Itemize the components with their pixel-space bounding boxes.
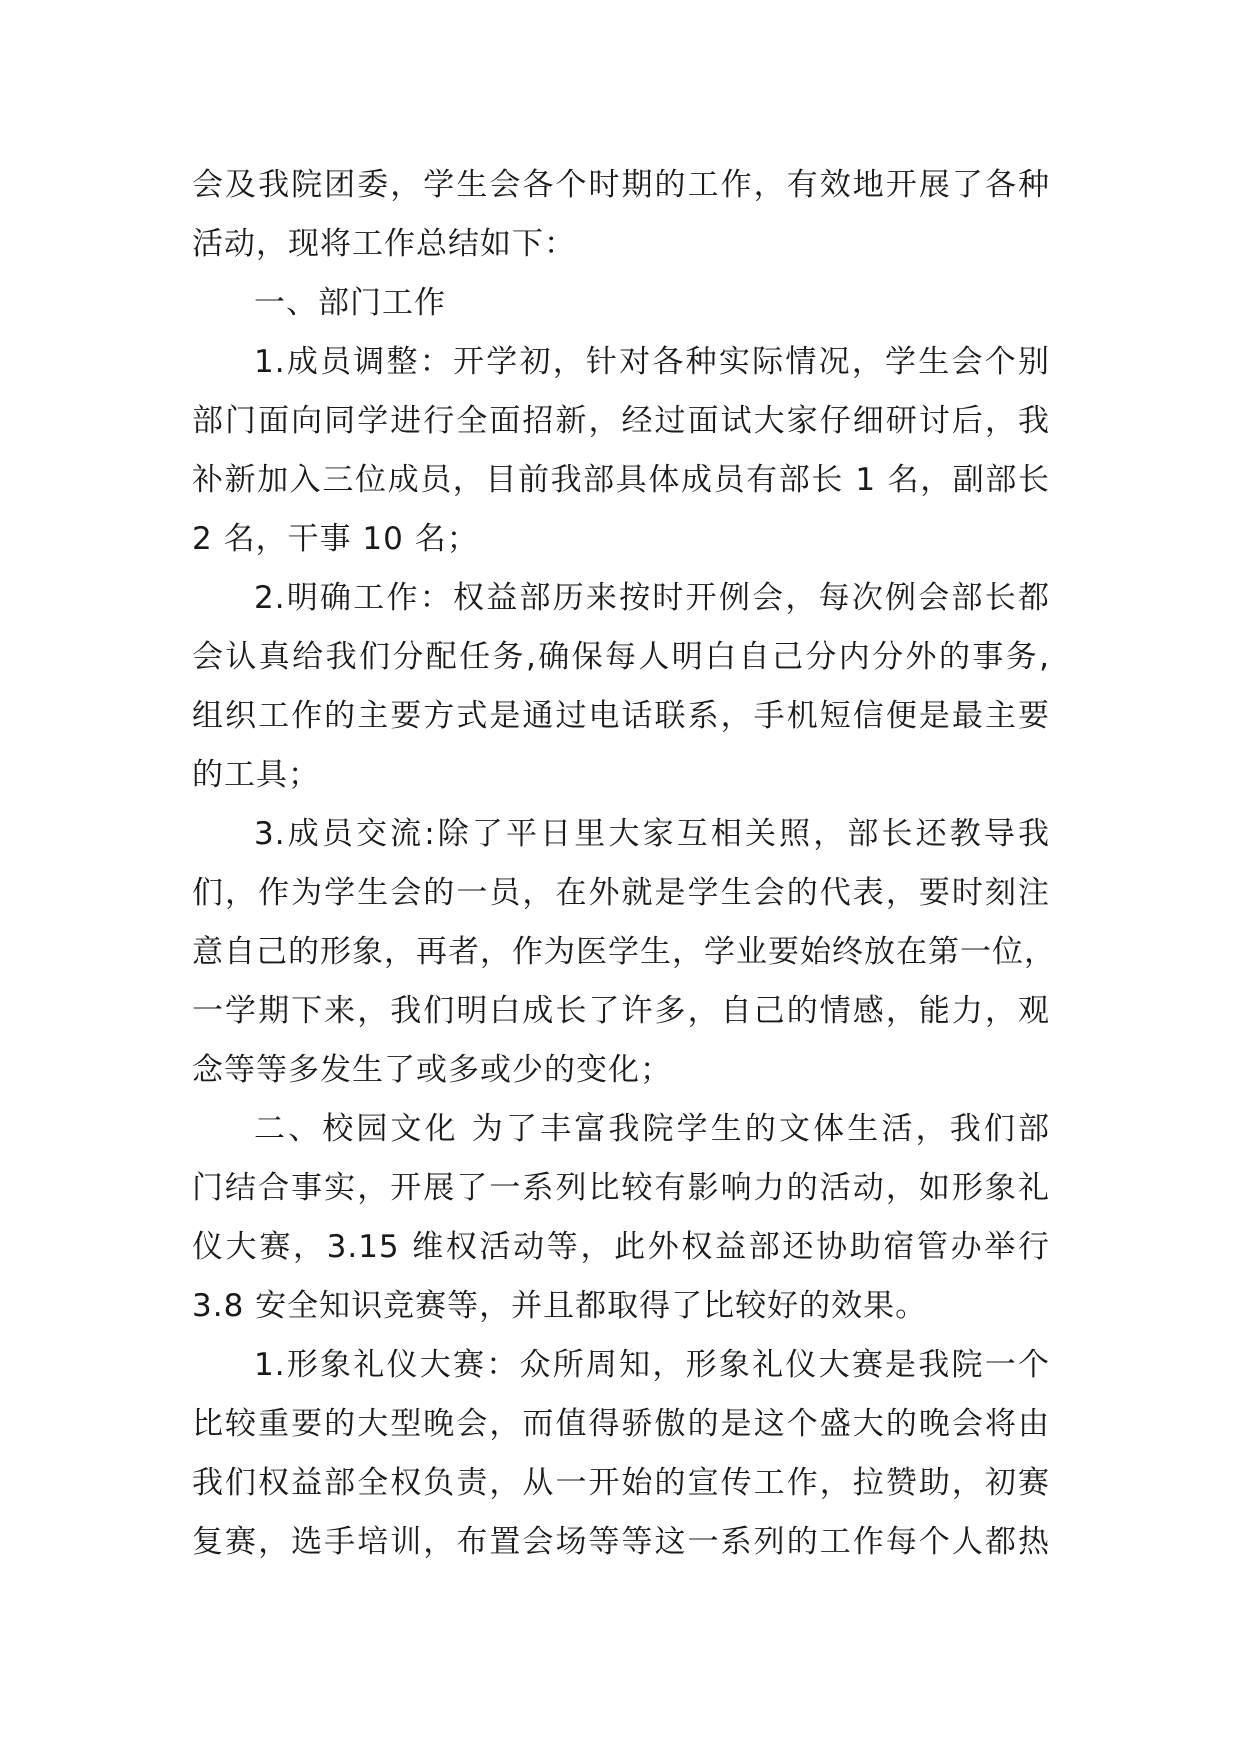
- body-line: 念等等多发生了或多或少的变化；: [192, 1052, 672, 1088]
- body-line: 比较重要的大型晚会，而值得骄傲的是这个盛大的晚会将由: [192, 1406, 1050, 1442]
- body-line: 3.成员交流:除了平日里大家互相关照，部长还教导我: [254, 816, 1050, 852]
- body-line: 的工具；: [192, 757, 320, 793]
- body-line: 意自己的形象，再者，作为医学生，学业要始终放在第一位，: [192, 934, 1056, 970]
- body-line: 部门面向同学进行全面招新，经过面试大家仔细研讨后，我: [192, 403, 1050, 439]
- body-line: 2.明确工作：权益部历来按时开例会，每次例会部长都: [254, 580, 1050, 616]
- body-line: 门结合事实，开展了一系列比较有影响力的活动，如形象礼: [192, 1170, 1050, 1206]
- body-line: 复赛，选手培训，布置会场等等这一系列的工作每个人都热: [192, 1524, 1050, 1560]
- section-heading: 一、部门工作: [254, 285, 446, 321]
- body-line: 们，作为学生会的一员，在外就是学生会的代表，要时刻注: [192, 875, 1050, 911]
- body-line: 一学期下来，我们明白成长了许多，自己的情感，能力，观: [192, 993, 1050, 1029]
- body-line: 仪大赛，3.15 维权活动等，此外权益部还协助宿管办举行: [192, 1229, 1050, 1265]
- body-line: 3.8 安全知识竞赛等，并且都取得了比较好的效果。: [192, 1288, 928, 1324]
- body-line: 1.成员调整：开学初，针对各种实际情况，学生会个别: [254, 344, 1050, 380]
- section-heading: 二、校园文化 为了丰富我院学生的文体生活，我们部: [254, 1111, 1050, 1147]
- document-body: [192, 156, 1056, 1572]
- body-line: 会认真给我们分配任务,确保每人明白自己分内分外的事务,: [192, 639, 1050, 675]
- body-line: 1.形象礼仪大赛：众所周知，形象礼仪大赛是我院一个: [254, 1347, 1050, 1383]
- body-line: 组织工作的主要方式是通过电话联系，手机短信便是最主要: [192, 698, 1050, 734]
- body-line: 2 名，干事 10 名；: [192, 521, 479, 557]
- body-line: 我们权益部全权负责，从一开始的宣传工作，拉赞助，初赛: [192, 1465, 1050, 1501]
- body-line: 活动，现将工作总结如下：: [192, 226, 576, 262]
- body-line: 补新加入三位成员，目前我部具体成员有部长 1 名，副部长: [192, 462, 1050, 498]
- body-line: 会及我院团委，学生会各个时期的工作，有效地开展了各种: [192, 167, 1050, 203]
